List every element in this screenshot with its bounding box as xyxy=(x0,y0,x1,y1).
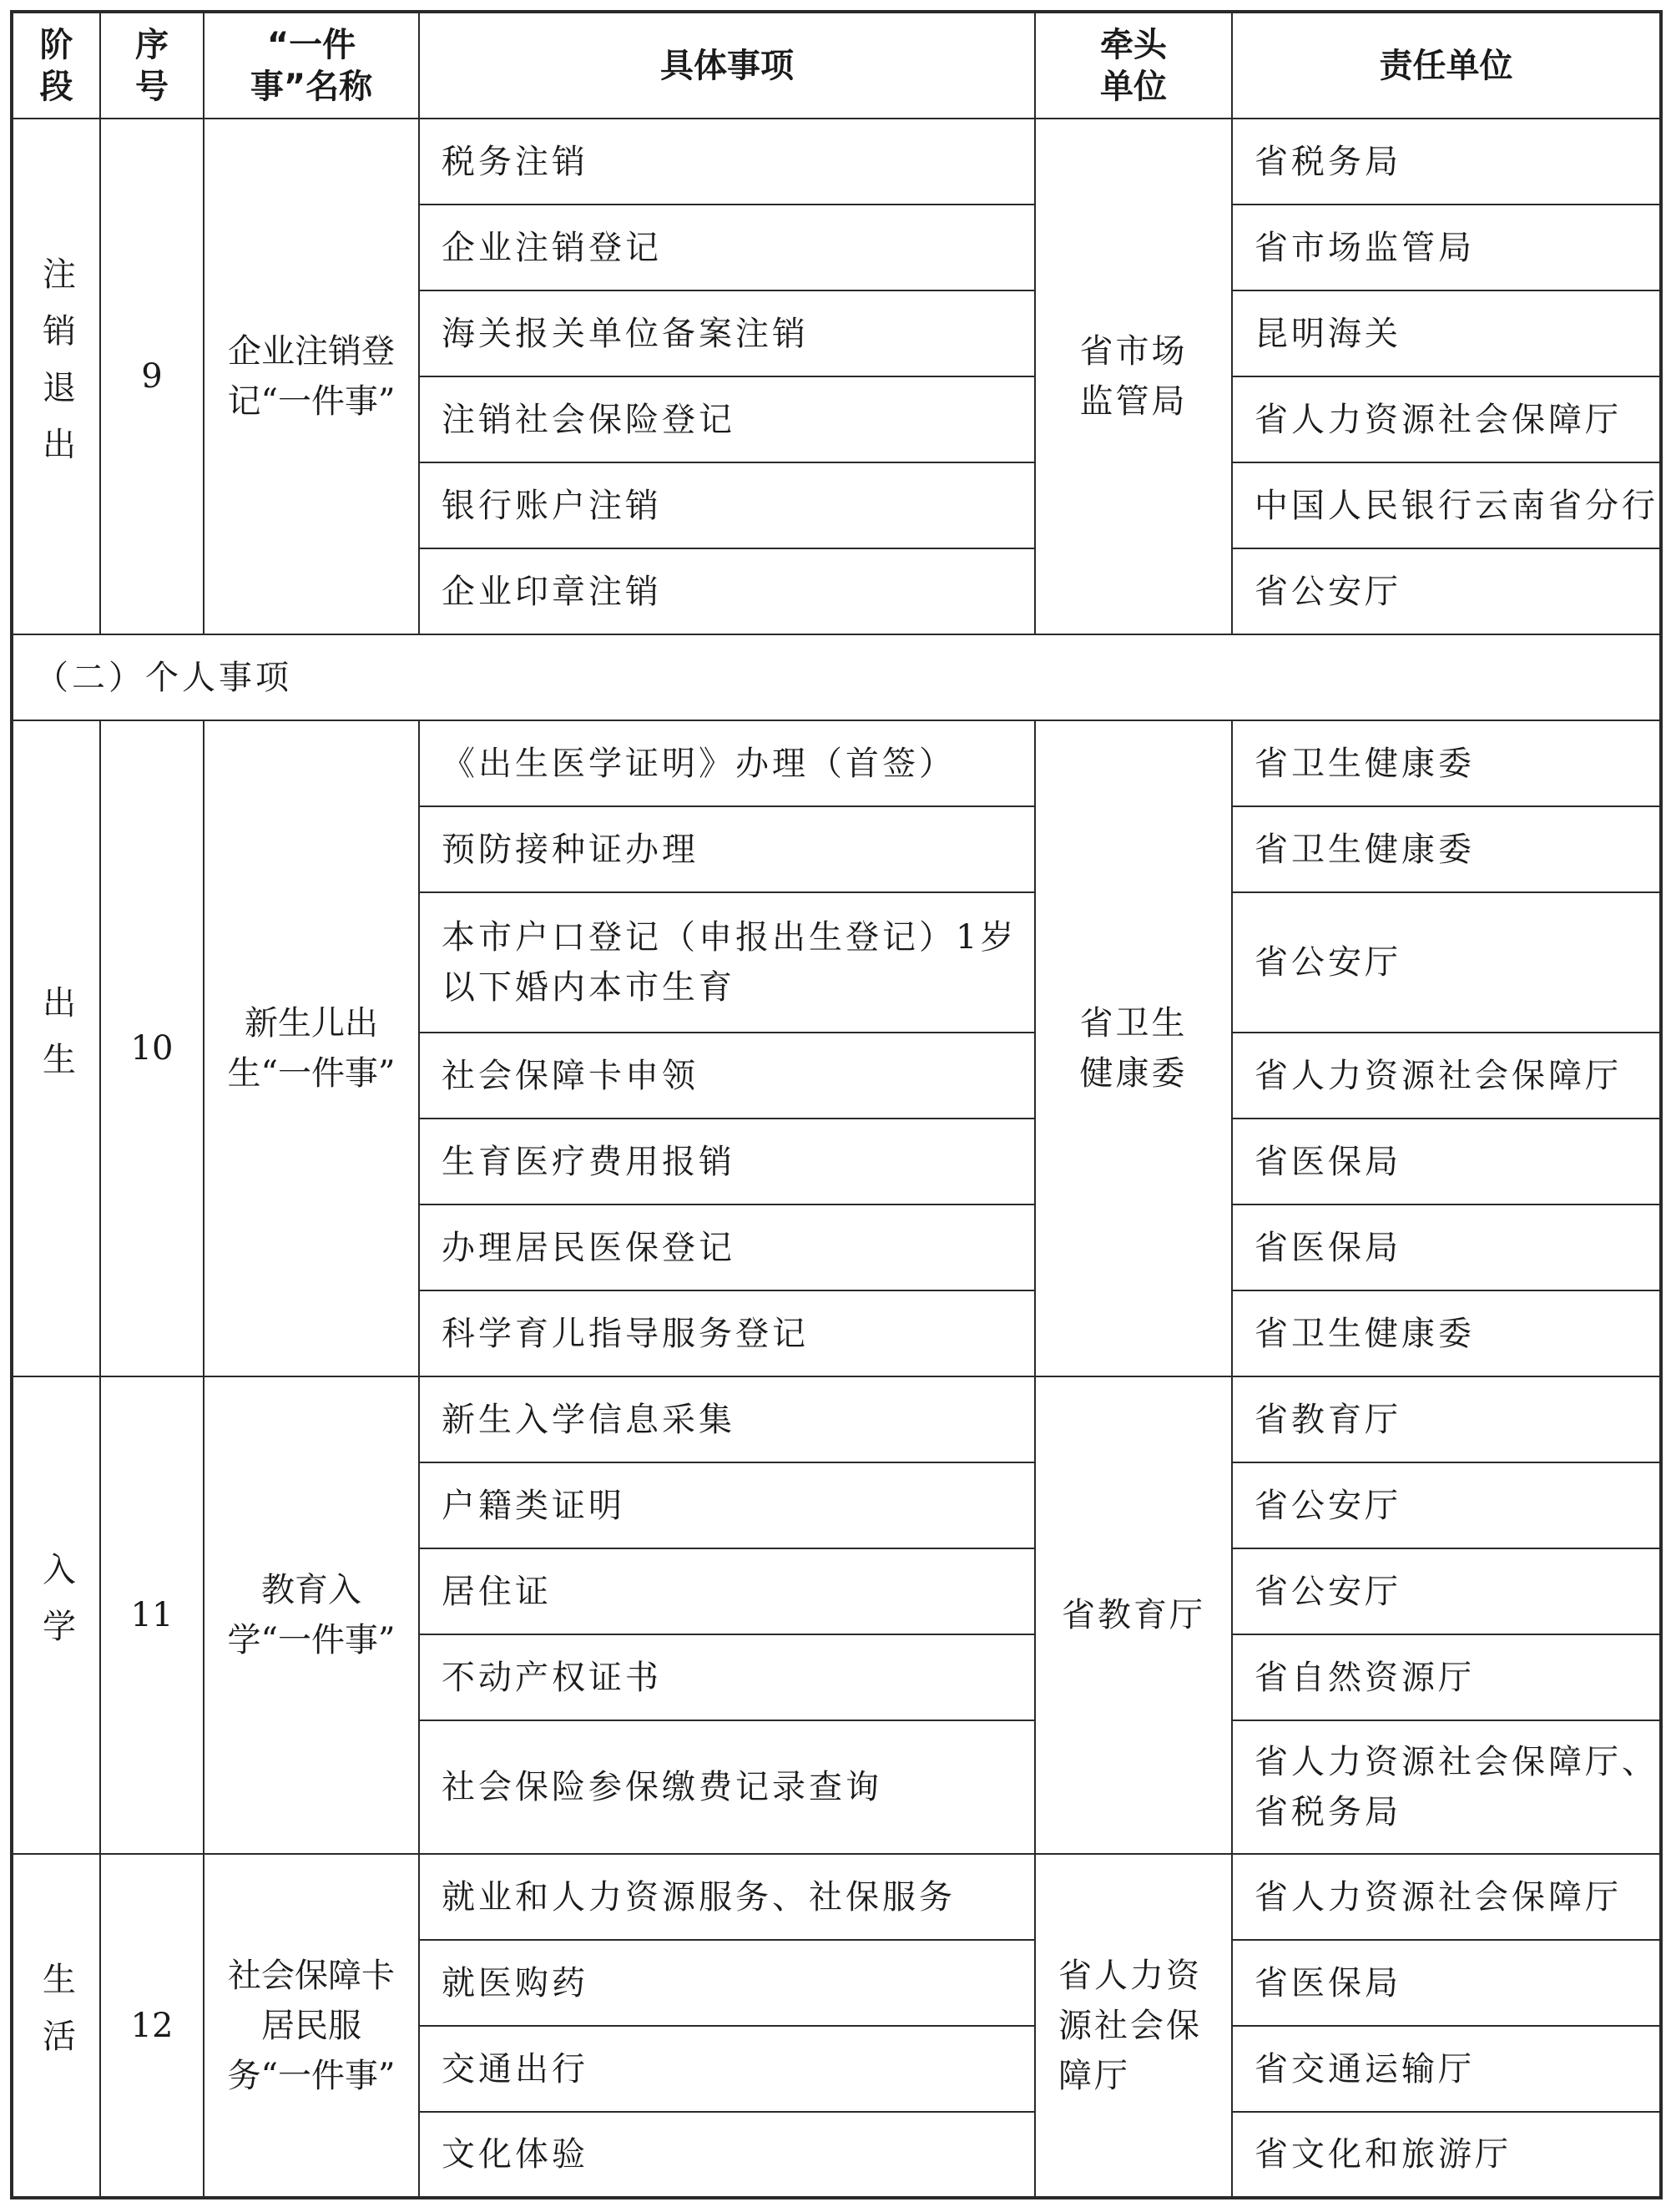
item-cell: 企业注销登记 xyxy=(419,205,1035,290)
matter-name-cell: 新生儿出生“一件事” xyxy=(204,720,419,1376)
matter-name-cell: 企业注销登记“一件事” xyxy=(204,119,419,634)
responsible-unit-cell: 省公安厅 xyxy=(1232,1462,1661,1548)
stage-cell xyxy=(12,119,100,634)
header-unit: 责任单位 xyxy=(1232,12,1661,119)
header-stage: 阶段 xyxy=(12,12,100,119)
item-cell: 交通出行 xyxy=(419,2026,1035,2112)
item-cell: 就业和人力资源服务、社保服务 xyxy=(419,1854,1035,1940)
stage-cell xyxy=(12,1376,100,1854)
stage-cell xyxy=(12,720,100,1376)
responsible-unit-cell: 省卫生健康委 xyxy=(1232,1290,1661,1376)
responsible-unit-cell: 省医保局 xyxy=(1232,1940,1661,2026)
section-title: （二）个人事项 xyxy=(12,634,1661,720)
item-cell: 户籍类证明 xyxy=(419,1462,1035,1548)
section-row xyxy=(12,634,1661,720)
table-row xyxy=(12,1854,1661,1940)
stage-label: 出生 xyxy=(37,984,76,1098)
responsible-unit-cell: 省文化和旅游厅 xyxy=(1232,2112,1661,2198)
responsible-unit-cell: 省公安厅 xyxy=(1232,892,1661,1033)
item-cell: 海关报关单位备案注销 xyxy=(419,290,1035,376)
lead-unit-cell: 省市场监管局 xyxy=(1035,119,1232,634)
item-cell: 生育医疗费用报销 xyxy=(419,1119,1035,1204)
header-lead: 牵头单位 xyxy=(1035,12,1232,119)
lead-unit-cell: 省教育厅 xyxy=(1035,1376,1232,1854)
number-cell: 10 xyxy=(100,720,204,1376)
item-cell: 预防接种证办理 xyxy=(419,806,1035,892)
table-body xyxy=(12,119,1661,2198)
responsible-unit-cell: 省医保局 xyxy=(1232,1204,1661,1290)
header-item: 具体事项 xyxy=(419,12,1035,119)
table-row xyxy=(12,119,1661,205)
table-header-row xyxy=(12,12,1661,119)
item-cell: 不动产权证书 xyxy=(419,1634,1035,1720)
responsible-unit-cell: 中国人民银行云南省分行 xyxy=(1232,462,1661,548)
item-cell: 本市户口登记（申报出生登记）1岁以下婚内本市生育 xyxy=(419,892,1035,1033)
number-cell: 9 xyxy=(100,119,204,634)
responsible-unit-cell: 省人力资源社会保障厅、省税务局 xyxy=(1232,1720,1661,1854)
item-cell: 税务注销 xyxy=(419,119,1035,205)
responsible-unit-cell: 省教育厅 xyxy=(1232,1376,1661,1462)
stage-label: 生活 xyxy=(37,1962,76,2075)
responsible-unit-cell: 省人力资源社会保障厅 xyxy=(1232,1854,1661,1940)
item-cell: 居住证 xyxy=(419,1548,1035,1634)
number-cell: 12 xyxy=(100,1854,204,2198)
item-cell: 新生入学信息采集 xyxy=(419,1376,1035,1462)
matter-name-cell: 社会保障卡居民服务“一件事” xyxy=(204,1854,419,2198)
item-cell: 《出生医学证明》办理（首签） xyxy=(419,720,1035,806)
item-cell: 就医购药 xyxy=(419,1940,1035,2026)
header-no: 序号 xyxy=(100,12,204,119)
responsibility-table xyxy=(10,10,1663,2199)
lead-unit-cell: 省人力资源社会保障厅 xyxy=(1035,1854,1232,2198)
header-name: “一件事”名称 xyxy=(204,12,419,119)
item-cell: 银行账户注销 xyxy=(419,462,1035,548)
matter-name-cell: 教育入学“一件事” xyxy=(204,1376,419,1854)
item-cell: 注销社会保险登记 xyxy=(419,376,1035,462)
responsible-unit-cell: 省医保局 xyxy=(1232,1119,1661,1204)
responsible-unit-cell: 省自然资源厅 xyxy=(1232,1634,1661,1720)
item-cell: 文化体验 xyxy=(419,2112,1035,2198)
table-row xyxy=(12,720,1661,806)
responsible-unit-cell: 省税务局 xyxy=(1232,119,1661,205)
responsible-unit-cell: 省卫生健康委 xyxy=(1232,720,1661,806)
responsible-unit-cell: 省公安厅 xyxy=(1232,1548,1661,1634)
responsible-unit-cell: 省公安厅 xyxy=(1232,548,1661,634)
responsible-unit-cell: 省人力资源社会保障厅 xyxy=(1232,1033,1661,1119)
number-cell: 11 xyxy=(100,1376,204,1854)
item-cell: 科学育儿指导服务登记 xyxy=(419,1290,1035,1376)
responsible-unit-cell: 省市场监管局 xyxy=(1232,205,1661,290)
table-row xyxy=(12,1376,1661,1462)
responsible-unit-cell: 昆明海关 xyxy=(1232,290,1661,376)
item-cell: 企业印章注销 xyxy=(419,548,1035,634)
item-cell: 社会保险参保缴费记录查询 xyxy=(419,1720,1035,1854)
responsible-unit-cell: 省人力资源社会保障厅 xyxy=(1232,376,1661,462)
lead-unit-cell: 省卫生健康委 xyxy=(1035,720,1232,1376)
responsible-unit-cell: 省卫生健康委 xyxy=(1232,806,1661,892)
responsible-unit-cell: 省交通运输厅 xyxy=(1232,2026,1661,2112)
stage-label: 入学 xyxy=(37,1551,76,1665)
item-cell: 办理居民医保登记 xyxy=(419,1204,1035,1290)
stage-label: 注销退出 xyxy=(37,255,76,483)
item-cell: 社会保障卡申领 xyxy=(419,1033,1035,1119)
stage-cell xyxy=(12,1854,100,2198)
